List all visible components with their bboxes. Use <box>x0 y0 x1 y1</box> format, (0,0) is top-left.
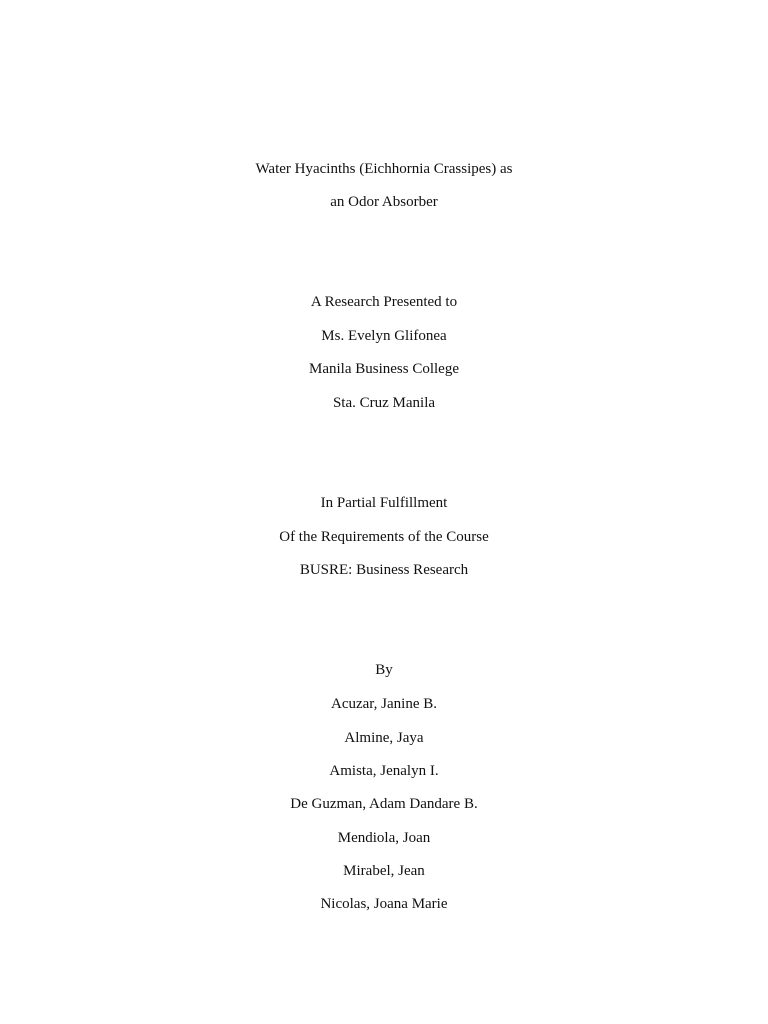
by-label: By <box>375 662 393 678</box>
author-name: Nicolas, Joana Marie <box>320 896 448 912</box>
author-name: Almine, Jaya <box>344 730 424 746</box>
fulfillment-line-2: Of the Requirements of the Course <box>279 529 489 545</box>
author-name: Amista, Jenalyn I. <box>329 763 439 779</box>
title-line-2: an Odor Absorber <box>330 194 438 210</box>
author-name: Mendiola, Joan <box>337 830 431 846</box>
presented-intro: A Research Presented to <box>310 294 458 310</box>
title-line-1: Water Hyacinths (Eichhornia Crassipes) as <box>255 161 513 177</box>
author-name: Mirabel, Jean <box>343 863 425 879</box>
fulfillment-line-1: In Partial Fulfillment <box>320 495 448 511</box>
presented-school: Manila Business College <box>309 361 459 377</box>
presented-teacher: Ms. Evelyn Glifonea <box>321 328 447 344</box>
author-name: De Guzman, Adam Dandare B. <box>290 796 478 812</box>
author-name: Acuzar, Janine B. <box>330 696 438 712</box>
course-name: BUSRE: Business Research <box>299 562 469 578</box>
presented-location: Sta. Cruz Manila <box>332 395 436 411</box>
